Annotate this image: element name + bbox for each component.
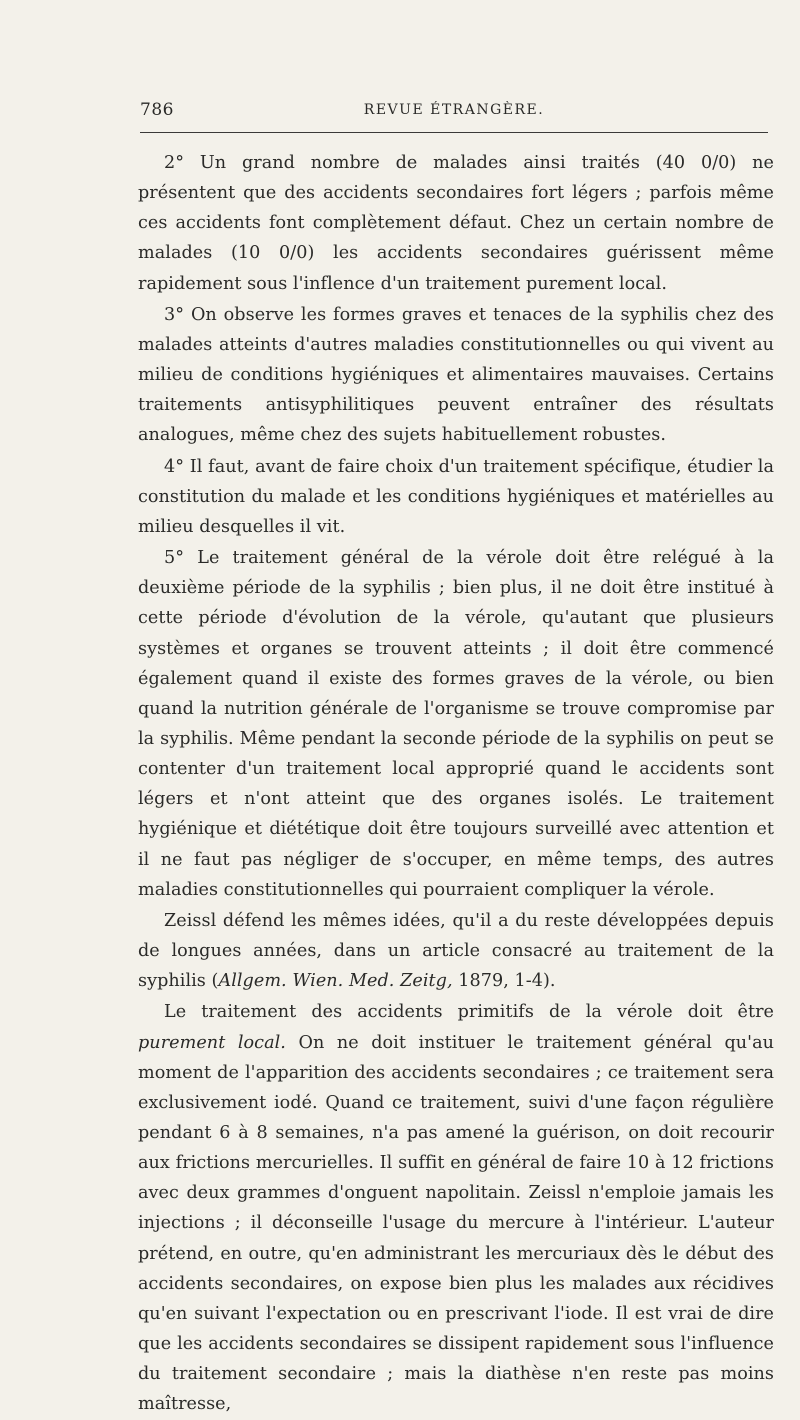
emphasis-purement-local: purement local.	[138, 1032, 286, 1053]
journal-reference: Allgem. Wien. Med. Zeitg,	[218, 971, 453, 992]
header-rule	[140, 132, 768, 133]
paragraph-treatment	[138, 997, 774, 1419]
paragraph-zeissl-text-a: Zeissl défend les mêmes idées, qu'il a du reste développées depuis de longues années, dans un article consacré au traitement de la syphilis (	[138, 910, 774, 992]
paragraph-4: 4° Il faut, avant de faire choix d'un traitement spécifique, étudier la constitution du malade et les conditions hygiéniques et matérielles au milieu desquelles il vit.	[138, 456, 774, 537]
journal-title: REVUE ÉTRANGÈRE.	[363, 102, 545, 118]
running-head	[140, 100, 768, 124]
paragraph-treatment-text-b: On ne doit instituer le traitement général qu'au moment de l'apparition des accidents secondaires ; ce traitement sera exclusivement iodé. Quand ce traitement, suivi d'une façon régulière pendant 6 à 8 semaines, n'a pas amené la guérison, on doit recourir aux frictions mercurielles. Il suffit en général de faire 10 à 12 frictions avec deux grammes d'onguent napolitain. Zeissl n'emploie jamais les injections ; il déconseille l'usage du mercure à l'intérieur. L'auteur prétend, en outre, qu'en administrant les mercuriaux dès le début des accidents secondaires, on expose bien plus les malades aux récidives qu'en suivant l'expectation ou en prescrivant l'iode. Il est vrai de dire que les accidents secondaires se dissipent rapidement sous l'influence du traitement secondaire ; mais la diathèse n'en reste pas moins maîtresse,	[138, 1032, 774, 1415]
body-text	[138, 148, 774, 1420]
paragraph-3: 3° On observe les formes graves et tenaces de la syphilis chez des malades atteints d'autres maladies constitutionnelles ou qui vivent au milieu de conditions hygiéniques et alimentaires mauvaises. Certains traitements antisyphilitiques peuvent entraîner des résultats analogues, même chez des sujets habituellement robustes.	[138, 304, 774, 446]
paragraph-zeissl-text-b: 1879, 1-4).	[452, 971, 556, 992]
paragraph-5: 5° Le traitement général de la vérole doit être relégué à la deuxième période de la syphilis ; bien plus, il ne doit être institué à cette période d'évolution de la vérole, qu'autant que plusieurs systèmes et organes se trouvent atteints ; il doit être commencé également quand il existe des formes graves de la vérole, ou bien quand la nutrition générale de l'organisme se trouve compromise par la syphilis. Même pendant la seconde période de la syphilis on peut se contenter d'un traitement local approprié quand le accidents sont légers et n'ont atteint que des organes isolés. Le traitement hygiénique et diététique doit être toujours surveillé avec attention et il ne faut pas négliger de s'occuper, en même temps, des autres maladies constitutionnelles qui pourraient compliquer la vérole.	[138, 548, 774, 900]
paragraph-2: 2° Un grand nombre de malades ainsi traités (40 0/0) ne présentent que des accidents secondaires fort légers ; parfois même ces accidents font complètement défaut. Chez un certain nombre de malades (10 0/0) les accidents secondaires guérissent même rapidement sous l'inflence d'un traitement purement local.	[138, 153, 774, 294]
paragraph-treatment-text-a: Le traitement des accidents primitifs de la vérole doit être	[164, 1002, 774, 1023]
page-number: 786	[140, 100, 174, 120]
paragraph-zeissl	[138, 906, 774, 996]
